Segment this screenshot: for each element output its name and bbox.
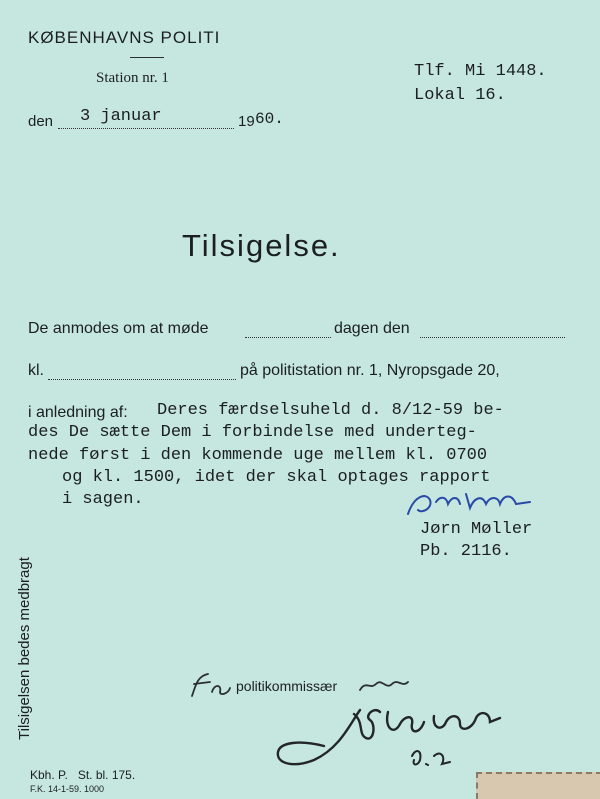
- body-line-5: i sagen.: [62, 490, 144, 509]
- form-line2-prefix: kl.: [28, 362, 44, 379]
- commissioner-label: politikommissær: [236, 678, 338, 694]
- side-note: Tilsigelsen bedes medbragt: [16, 557, 33, 740]
- form-line1-part1: De anmodes om at møde: [28, 320, 209, 337]
- body-line-3: nede først i den kommende uge mellem kl. 0700: [28, 446, 488, 465]
- document-title: Tilsigelse.: [182, 228, 341, 263]
- phone-line-1: Tlf. Mi 1448.: [414, 62, 547, 81]
- reason-label: i anledning af:: [28, 404, 128, 421]
- form-dots-2: [420, 337, 565, 338]
- signer-badge: Pb. 2116.: [420, 542, 512, 561]
- print-code: F.K. 14-1-59. 1000: [30, 784, 105, 794]
- org-underline: [130, 57, 164, 58]
- body-line-2: des De sætte Dem i forbindelse med underteg-: [28, 423, 477, 442]
- year-suffix: 60.: [255, 110, 284, 128]
- station-label: Station nr. 1: [96, 70, 169, 86]
- blue-signature: [400, 486, 540, 522]
- body-line-4: og kl. 1500, idet der skal optages rapport: [62, 468, 491, 487]
- stamp-edge: [476, 772, 600, 799]
- handwritten-signature: [264, 694, 534, 784]
- phone-line-2: Lokal 16.: [414, 86, 506, 105]
- year-prefix: 19: [238, 113, 255, 130]
- fa-scribble: [186, 670, 234, 700]
- signer-name: Jørn Møller: [420, 520, 533, 539]
- date-value: 3 januar: [80, 107, 162, 126]
- form-dots-3: [48, 379, 236, 380]
- body-line-1: Deres færdselsuheld d. 8/12-59 be-: [157, 401, 504, 420]
- form-line1-part2: dagen den: [334, 320, 410, 337]
- commissioner-scribble: [356, 676, 412, 696]
- date-dots-1: [58, 128, 234, 129]
- date-prefix: den: [28, 113, 54, 130]
- form-dots-1: [245, 337, 331, 338]
- form-line2-text: på politistation nr. 1, Nyropsgade 20,: [240, 362, 500, 379]
- form-code: Kbh. P. St. bl. 175.: [30, 768, 136, 782]
- org-title: KØBENHAVNS POLITI: [28, 28, 221, 47]
